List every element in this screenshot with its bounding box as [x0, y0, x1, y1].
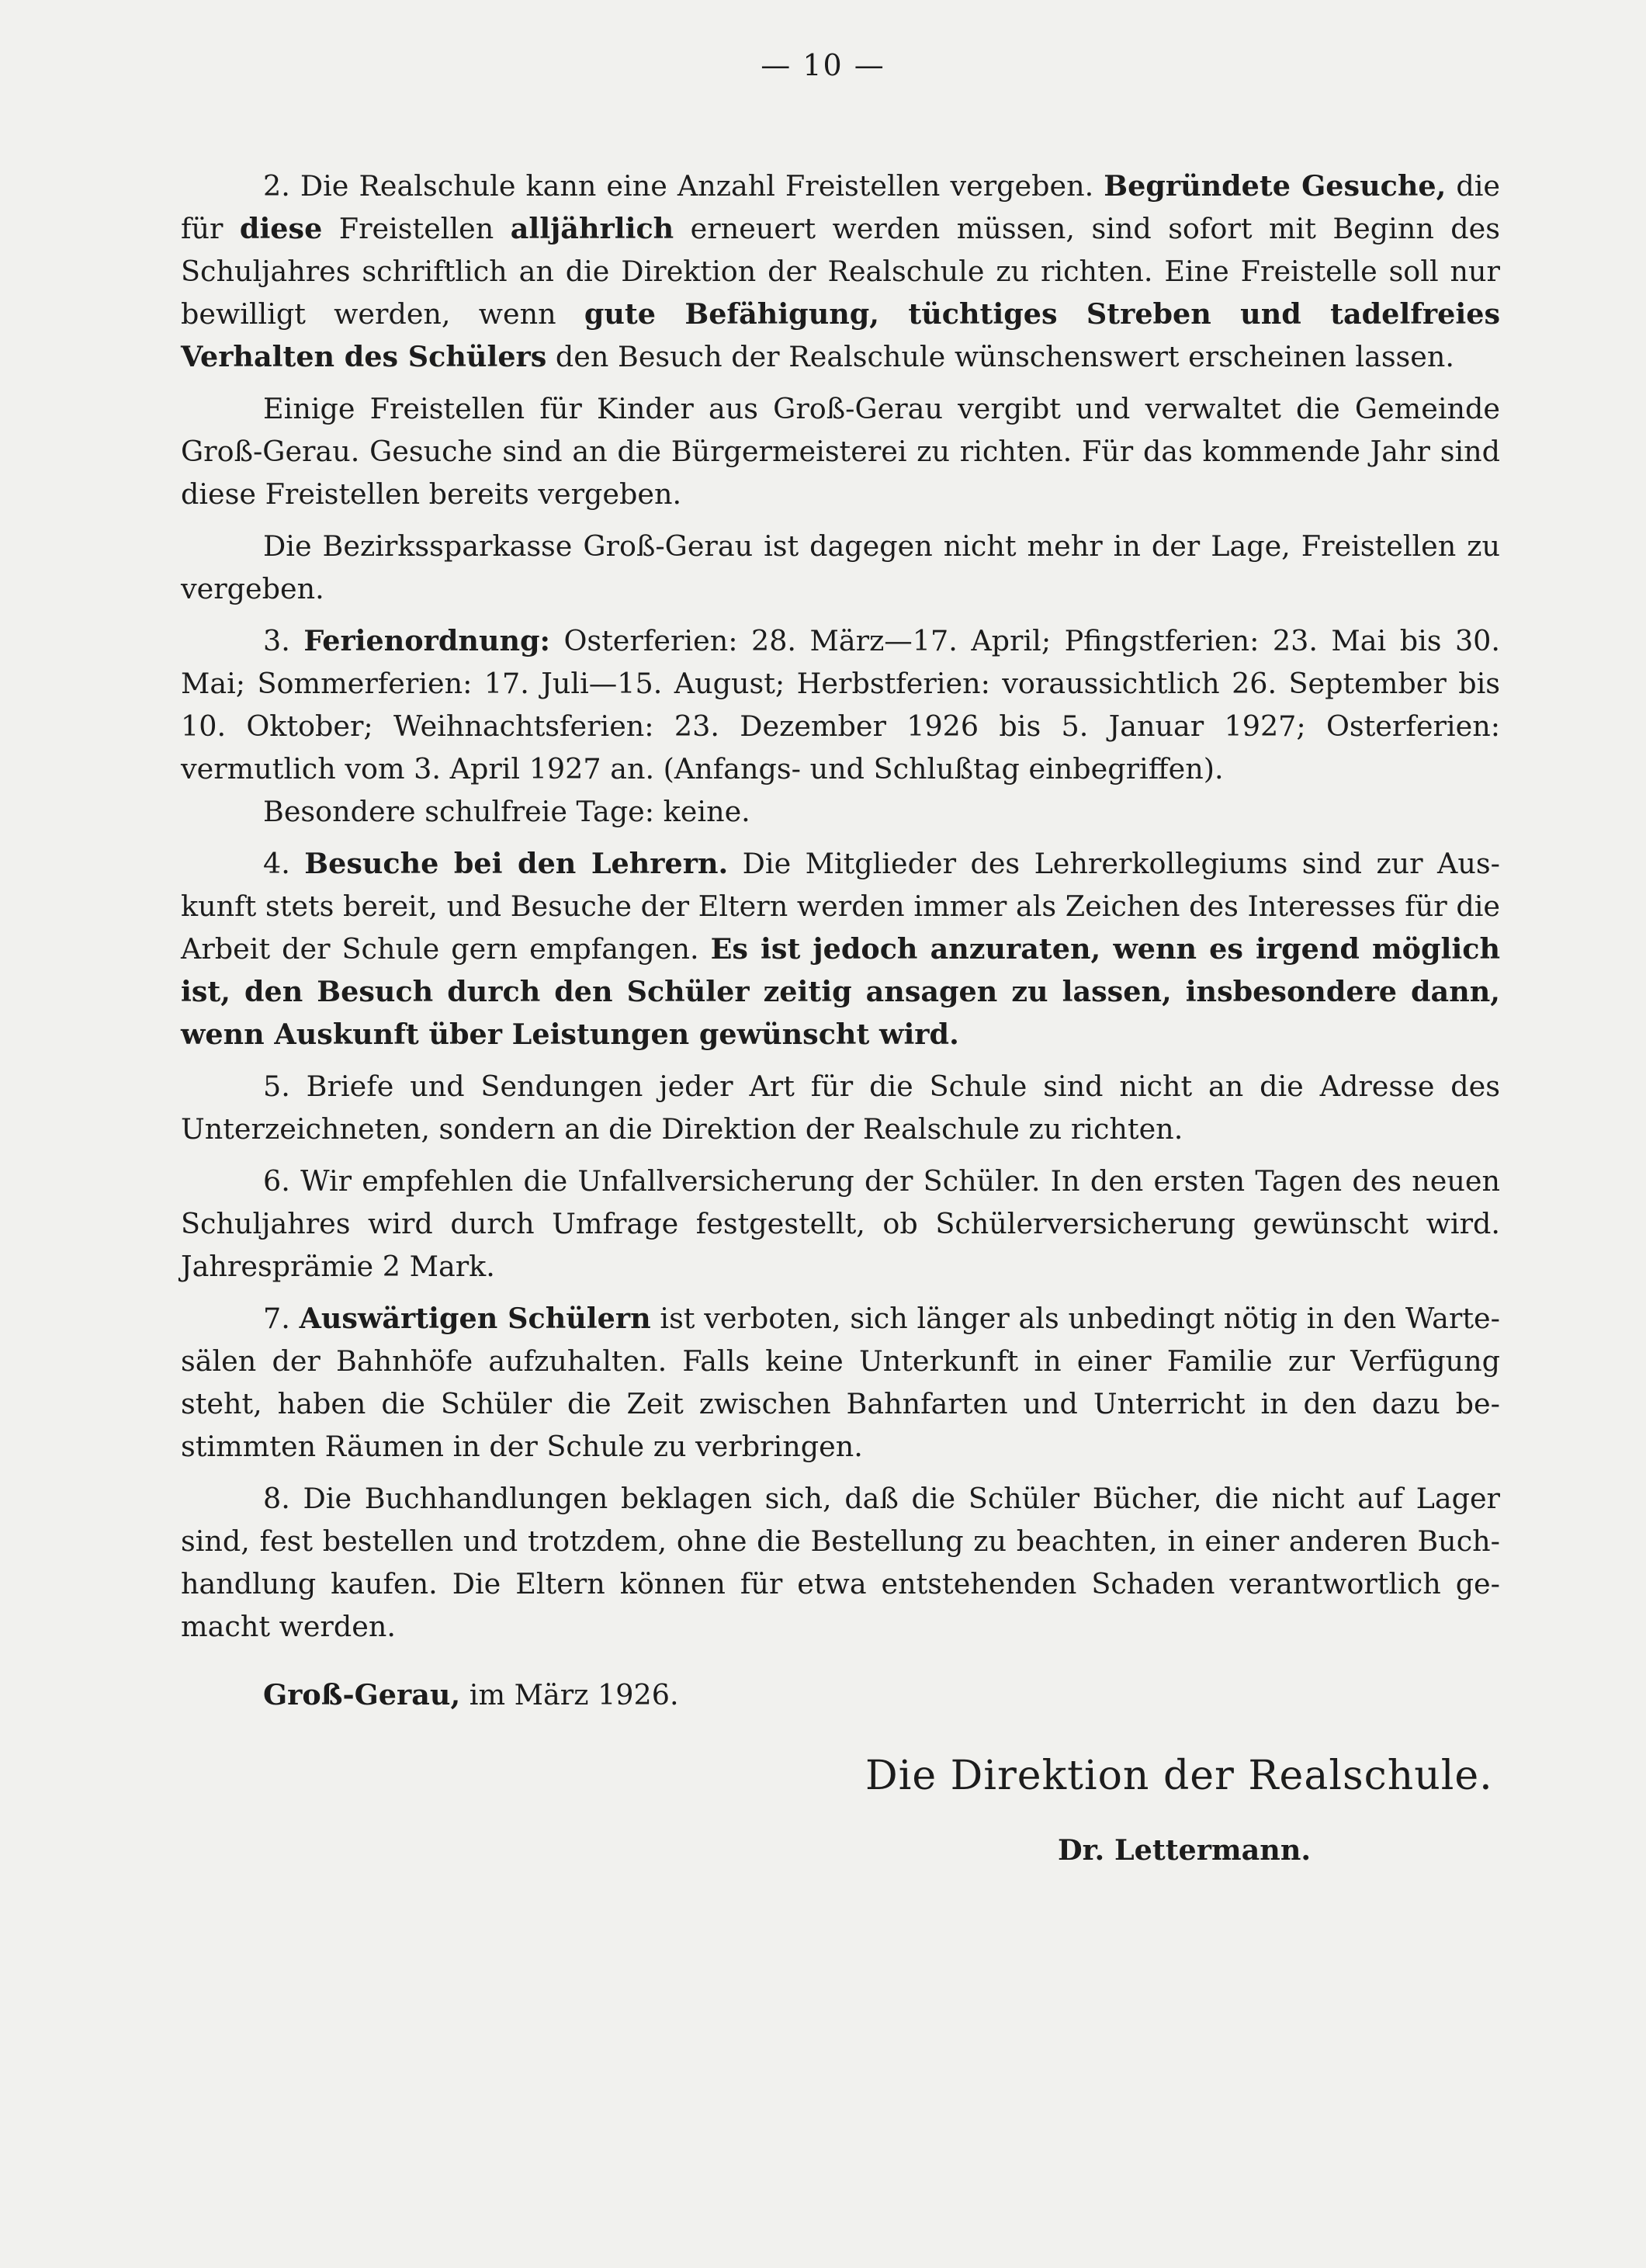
paragraph	[181, 165, 1500, 378]
text-run: 3.	[263, 624, 304, 657]
paragraph	[181, 790, 1500, 833]
bold-text: Es ist jedoch anzuraten, wenn es irgend möglich ist, den Besuch durch den Schüler zeitig ansagen zu lassen, insbesondere dann, wenn Auskunft über Leistungen gewünscht wird.	[181, 932, 1500, 1051]
bold-text: Begründete Gesuche,	[1104, 169, 1447, 203]
text-run: Osterferien: 28. März—17. April; Pfingstferien: 23. Mai bis 30. Mai; Sommerferien: 17. Juli—15. August; Herbstferien: voraussichtlich 26. September bis 10. Oktober; Weihnachtsferien: 23. Dezember 1926 bis 5. Januar 1927; Osterferien: vermutlich vom 3. April 1927 an. (Anfangs- und Schlußtag einbegriffen).	[181, 624, 1500, 785]
paragraph	[181, 619, 1500, 790]
text-run: Einige Freistellen für Kinder aus Groß-Gerau vergibt und verwaltet die Gemeinde Groß-Gerau. Gesuche sind an die Bürgermeisterei zu richten. Für das kommende Jahr sind diese Freistellen bereits vergeben.	[181, 392, 1500, 511]
text-run: Die Mitglieder des Lehrerkollegiums sind zur Auskunft stets bereit, und Besuche der Eltern werden immer als Zeichen des Interesses für die Arbeit der Schule gern empfangen.	[181, 847, 1500, 966]
text-run: 6. Wir empfehlen die Unfallversicherung der Schüler. In den ersten Tagen des neuen Schuljahres wird durch Umfrage festgestellt, ob Schülerversicherung gewünscht wird. Jahresprämie 2 Mark.	[181, 1164, 1500, 1283]
text-run: 2. Die Realschule kann eine Anzahl Freistellen vergeben.	[263, 169, 1104, 203]
place-date-line	[263, 1673, 679, 1716]
page-number: — 10 —	[761, 48, 885, 82]
text-run: die für	[181, 169, 1500, 245]
signature-name: Dr. Lettermann.	[1058, 1833, 1312, 1867]
bold-text: Ferienordnung:	[303, 624, 551, 657]
text-run: Besondere schulfreie Tage: keine.	[263, 795, 750, 828]
paragraph	[181, 1477, 1500, 1648]
paragraph	[181, 387, 1500, 515]
text-run: ist verboten, sich länger als unbedingt nötig in den Wartesälen der Bahnhöfe aufzuhalten. Falls keine Unterkunft in einer Familie zur Verfügung steht, haben die Schüler die Zeit zwischen Bahnfarten und Unterricht in den dazu bestimmten Räumen in der Schule zu verbringen.	[181, 1302, 1500, 1463]
text-run: 4.	[263, 847, 305, 880]
paragraph	[181, 1160, 1500, 1288]
text-run: 8. Die Buchhandlungen beklagen sich, daß die Schüler Bücher, die nicht auf Lager sind, fest bestellen und trotzdem, ohne die Bestellung zu beachten, in einer anderen Buchhandlung kaufen. Die Eltern können für etwa entstehenden Schaden verantwortlich gemacht werden.	[181, 1482, 1500, 1643]
text-run: Die Bezirkssparkasse Groß-Gerau ist dagegen nicht mehr in der Lage, Freistellen zu vergeben.	[181, 529, 1500, 605]
text-run: Freistellen	[322, 212, 511, 245]
date-text: im März 1926.	[469, 1678, 679, 1711]
place-name: Groß-Gerau,	[263, 1678, 461, 1711]
text-run: 5. Briefe und Sendungen jeder Art für die Schule sind nicht an die Adresse des Unterzeichneten, sondern an die Direktion der Realschule zu richten.	[181, 1070, 1500, 1146]
paragraph	[181, 842, 1500, 1056]
text-run: erneuert werden müssen, sind sofort mit Beginn des Schuljahres schriftlich an die Direktion der Realschule zu richten. Eine Freistelle soll nur bewilligt werden, wenn	[181, 212, 1500, 331]
paragraph	[181, 1297, 1500, 1468]
bold-text: alljährlich	[510, 212, 674, 245]
bold-text: diese	[239, 212, 323, 245]
bold-text: Besuche bei den Lehrern.	[304, 847, 729, 880]
paragraph	[181, 525, 1500, 610]
paragraph	[181, 1065, 1500, 1150]
text-run: 7.	[263, 1302, 300, 1335]
signature-title: Die Direktion der Realschule.	[865, 1753, 1493, 1799]
text-run: den Besuch der Realschule wünschenswert erscheinen lassen.	[546, 340, 1454, 373]
bold-text: gute Befähigung, tüchtiges Streben und tadelfreies Verhalten des Schülers	[181, 297, 1501, 373]
notice-body	[181, 165, 1500, 1657]
bold-text: Auswärtigen Schülern	[299, 1302, 651, 1335]
